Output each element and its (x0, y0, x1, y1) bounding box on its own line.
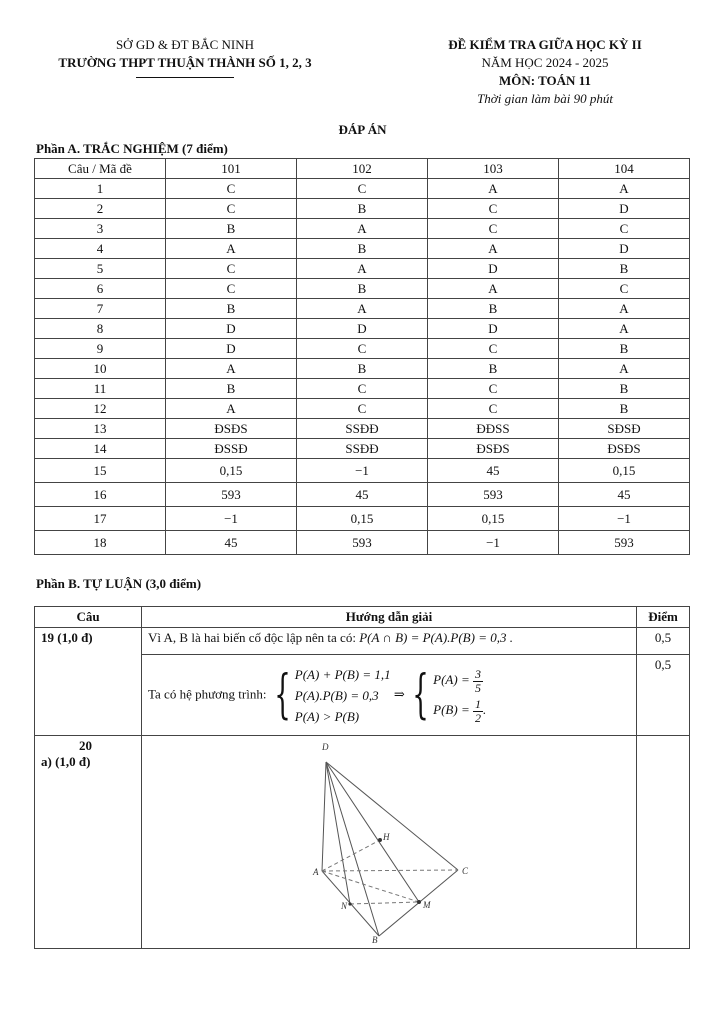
answer-cell: C (297, 379, 428, 399)
edge-NM (350, 902, 419, 904)
answer-cell: 0,15 (559, 459, 690, 483)
answer-cell: A (559, 179, 690, 199)
label-A: A (313, 867, 319, 877)
answer-cell: B (297, 279, 428, 299)
answer-cell: A (297, 299, 428, 319)
answer-cell: A (559, 299, 690, 319)
question-number: 15 (35, 459, 166, 483)
q20-part-a: a) (1,0 đ) (41, 754, 91, 769)
answer-header-row (35, 159, 690, 179)
answer-cell: SSĐĐ (297, 419, 428, 439)
answer-cell: D (297, 319, 428, 339)
question-number: 3 (35, 219, 166, 239)
answer-cell: C (428, 219, 559, 239)
q20-label (35, 736, 142, 949)
answer-cell: B (428, 359, 559, 379)
question-number: 12 (35, 399, 166, 419)
fraction-3-5: $\frac{3}{5}$ (474, 666, 481, 695)
essay-header-row (35, 607, 690, 628)
answer-row (35, 419, 690, 439)
answer-row (35, 279, 690, 299)
school-year: NĂM HỌC 2024 - 2025 (481, 55, 609, 70)
answer-row (35, 179, 690, 199)
answer-row (35, 439, 690, 459)
result-pb: P(B) = $\frac{1}{2}$ . (433, 696, 487, 725)
header-left (20, 36, 350, 78)
answer-cell: ĐSĐS (428, 439, 559, 459)
answer-cell: A (166, 399, 297, 419)
answer-col-header: 104 (559, 159, 690, 179)
q19-row-1 (35, 628, 690, 655)
question-number: 6 (35, 279, 166, 299)
answer-cell: SĐSĐ (559, 419, 690, 439)
question-number: 18 (35, 531, 166, 555)
answer-table (34, 158, 690, 555)
answer-row (35, 259, 690, 279)
school-name: TRƯỜNG THPT THUẬN THÀNH SỐ 1, 2, 3 (58, 55, 312, 70)
label-D: D (322, 742, 329, 752)
answer-cell: C (559, 219, 690, 239)
q20-figure-cell (142, 736, 637, 949)
col-header-question: Câu (35, 607, 142, 628)
answer-cell: B (559, 339, 690, 359)
label-H: H (383, 832, 390, 842)
equation-system: { P(A) + P(B) = 1,1 P(A).P(B) = 0,3 P(A) > P(B) (273, 665, 391, 725)
answer-cell: ĐSSĐ (166, 439, 297, 459)
question-number: 1 (35, 179, 166, 199)
answer-cell: A (166, 239, 297, 259)
part-b-heading: Phần B. TỰ LUẬN (3,0 điểm) (36, 576, 202, 591)
exam-title: ĐỀ KIỂM TRA GIỮA HỌC KỲ II (448, 37, 642, 52)
q20-score (637, 736, 690, 949)
answer-row (35, 507, 690, 531)
question-number: 9 (35, 339, 166, 359)
point-H (378, 838, 382, 842)
answer-cell: C (559, 279, 690, 299)
answer-cell: A (559, 359, 690, 379)
result-pa: P(A) = $\frac{3}{5}$ (433, 666, 481, 695)
edge-DB (326, 762, 379, 936)
answer-cell: B (297, 239, 428, 259)
answer-cell: 593 (166, 483, 297, 507)
col-header-solution: Hướng dẫn giải (142, 607, 637, 628)
answer-cell: C (166, 179, 297, 199)
edge-AM (322, 871, 419, 902)
system-eq-3: P(A) > P(B) (294, 708, 360, 724)
answer-cell: B (559, 399, 690, 419)
answer-col-header: Câu / Mã đề (35, 159, 166, 179)
question-number: 2 (35, 199, 166, 219)
answer-cell: A (428, 239, 559, 259)
answer-col-header: 103 (428, 159, 559, 179)
answer-row (35, 379, 690, 399)
answer-row (35, 239, 690, 259)
answer-cell: 593 (559, 531, 690, 555)
answer-row (35, 319, 690, 339)
answer-cell: 45 (428, 459, 559, 483)
q19-step1-score: 0,5 (637, 628, 690, 655)
answer-cell: C (428, 199, 559, 219)
fraction-1-2: $\frac{1}{2}$ (474, 696, 481, 725)
answer-cell: ĐSĐS (166, 419, 297, 439)
label-B: B (372, 935, 378, 945)
answer-cell: −1 (559, 507, 690, 531)
answer-cell: A (297, 259, 428, 279)
answer-row (35, 219, 690, 239)
page-title: ĐÁP ÁN (338, 122, 387, 137)
answer-cell: 45 (297, 483, 428, 507)
answer-cell: D (559, 239, 690, 259)
answer-cell: −1 (428, 531, 559, 555)
label-C: C (462, 866, 469, 876)
label-M: M (423, 900, 431, 910)
answer-cell: C (166, 259, 297, 279)
answer-cell: C (166, 279, 297, 299)
answer-col-header: 101 (166, 159, 297, 179)
answer-cell: −1 (166, 507, 297, 531)
answer-cell: 593 (428, 483, 559, 507)
system-eq-1: P(A) + P(B) = 1,1 (294, 666, 391, 682)
answer-cell: A (297, 219, 428, 239)
answer-row (35, 399, 690, 419)
point-N (348, 902, 351, 905)
part-a-heading: Phần A. TRẮC NGHIỆM (7 điểm) (36, 141, 228, 156)
exam-time: Thời gian làm bài 90 phút (477, 91, 613, 106)
edge-DA (322, 762, 326, 871)
edge-DN (326, 762, 350, 904)
answer-cell: D (166, 319, 297, 339)
answer-cell: C (297, 179, 428, 199)
answer-cell: C (428, 339, 559, 359)
label-N: N (341, 901, 348, 911)
question-number: 8 (35, 319, 166, 339)
answer-cell: 0,15 (428, 507, 559, 531)
question-number: 13 (35, 419, 166, 439)
answer-row (35, 199, 690, 219)
system-eq-2: P(A).P(B) = 0,3 (294, 687, 379, 703)
answer-cell: A (559, 319, 690, 339)
answer-cell: B (428, 299, 559, 319)
answer-cell: A (428, 179, 559, 199)
q19-step2 (142, 655, 637, 736)
q19-step2-score: 0,5 (637, 655, 690, 736)
header-right (390, 36, 700, 108)
answer-cell: ĐĐSS (428, 419, 559, 439)
answer-cell: D (559, 199, 690, 219)
answer-cell: 593 (297, 531, 428, 555)
answer-cell: A (428, 279, 559, 299)
answer-cell: −1 (297, 459, 428, 483)
q20-number: 20 (79, 738, 92, 753)
answer-cell: B (166, 379, 297, 399)
answer-cell: D (428, 319, 559, 339)
answer-cell: D (166, 339, 297, 359)
header-rule (136, 77, 234, 78)
edge-DM (326, 762, 419, 902)
answer-cell: A (166, 359, 297, 379)
answer-cell: D (428, 259, 559, 279)
q19-label: 19 (1,0 đ) (35, 628, 142, 736)
edge-DC (326, 762, 458, 870)
question-number: 7 (35, 299, 166, 319)
col-header-score: Điểm (637, 607, 690, 628)
answer-cell: B (559, 379, 690, 399)
answer-cell: ĐSĐS (559, 439, 690, 459)
subject: MÔN: TOÁN 11 (499, 73, 591, 88)
result-system: { P(A) = $\frac{3}{5}$ P(B) = $\frac{1}{2}$ . (412, 665, 487, 725)
answer-cell: C (428, 399, 559, 419)
q19-step2-text: Ta có hệ phương trình: (148, 685, 267, 701)
answer-cell: B (297, 199, 428, 219)
answer-row (35, 483, 690, 507)
point-M (417, 900, 421, 904)
question-number: 5 (35, 259, 166, 279)
q19-step1-text: Vì A, B là hai biến cố độc lập nên ta có: (148, 630, 356, 645)
essay-table (34, 606, 690, 949)
question-number: 14 (35, 439, 166, 459)
q19-step1 (142, 628, 637, 655)
answer-row (35, 359, 690, 379)
answer-cell: B (166, 299, 297, 319)
pyramid-figure (142, 736, 632, 946)
answer-cell: B (559, 259, 690, 279)
edge-AC (322, 870, 458, 871)
question-number: 4 (35, 239, 166, 259)
answer-row (35, 459, 690, 483)
implies-arrow: ⇒ (393, 685, 405, 701)
answer-row (35, 299, 690, 319)
question-number: 17 (35, 507, 166, 531)
answer-cell: SSĐĐ (297, 439, 428, 459)
answer-cell: 45 (559, 483, 690, 507)
q19-step1-formula: P(A ∩ B) = P(A).P(B) = 0,3 . (359, 630, 513, 645)
question-number: 10 (35, 359, 166, 379)
dept-name: SỞ GD & ĐT BẮC NINH (115, 37, 255, 52)
question-number: 11 (35, 379, 166, 399)
question-number: 16 (35, 483, 166, 507)
answer-cell: 45 (166, 531, 297, 555)
answer-cell: C (297, 399, 428, 419)
answer-cell: C (297, 339, 428, 359)
answer-cell: 0,15 (297, 507, 428, 531)
answer-cell: B (297, 359, 428, 379)
answer-col-header: 102 (297, 159, 428, 179)
answer-row (35, 531, 690, 555)
answer-cell: B (166, 219, 297, 239)
q20-row (35, 736, 690, 949)
answer-cell: C (166, 199, 297, 219)
answer-row (35, 339, 690, 359)
answer-cell: 0,15 (166, 459, 297, 483)
answer-cell: C (428, 379, 559, 399)
